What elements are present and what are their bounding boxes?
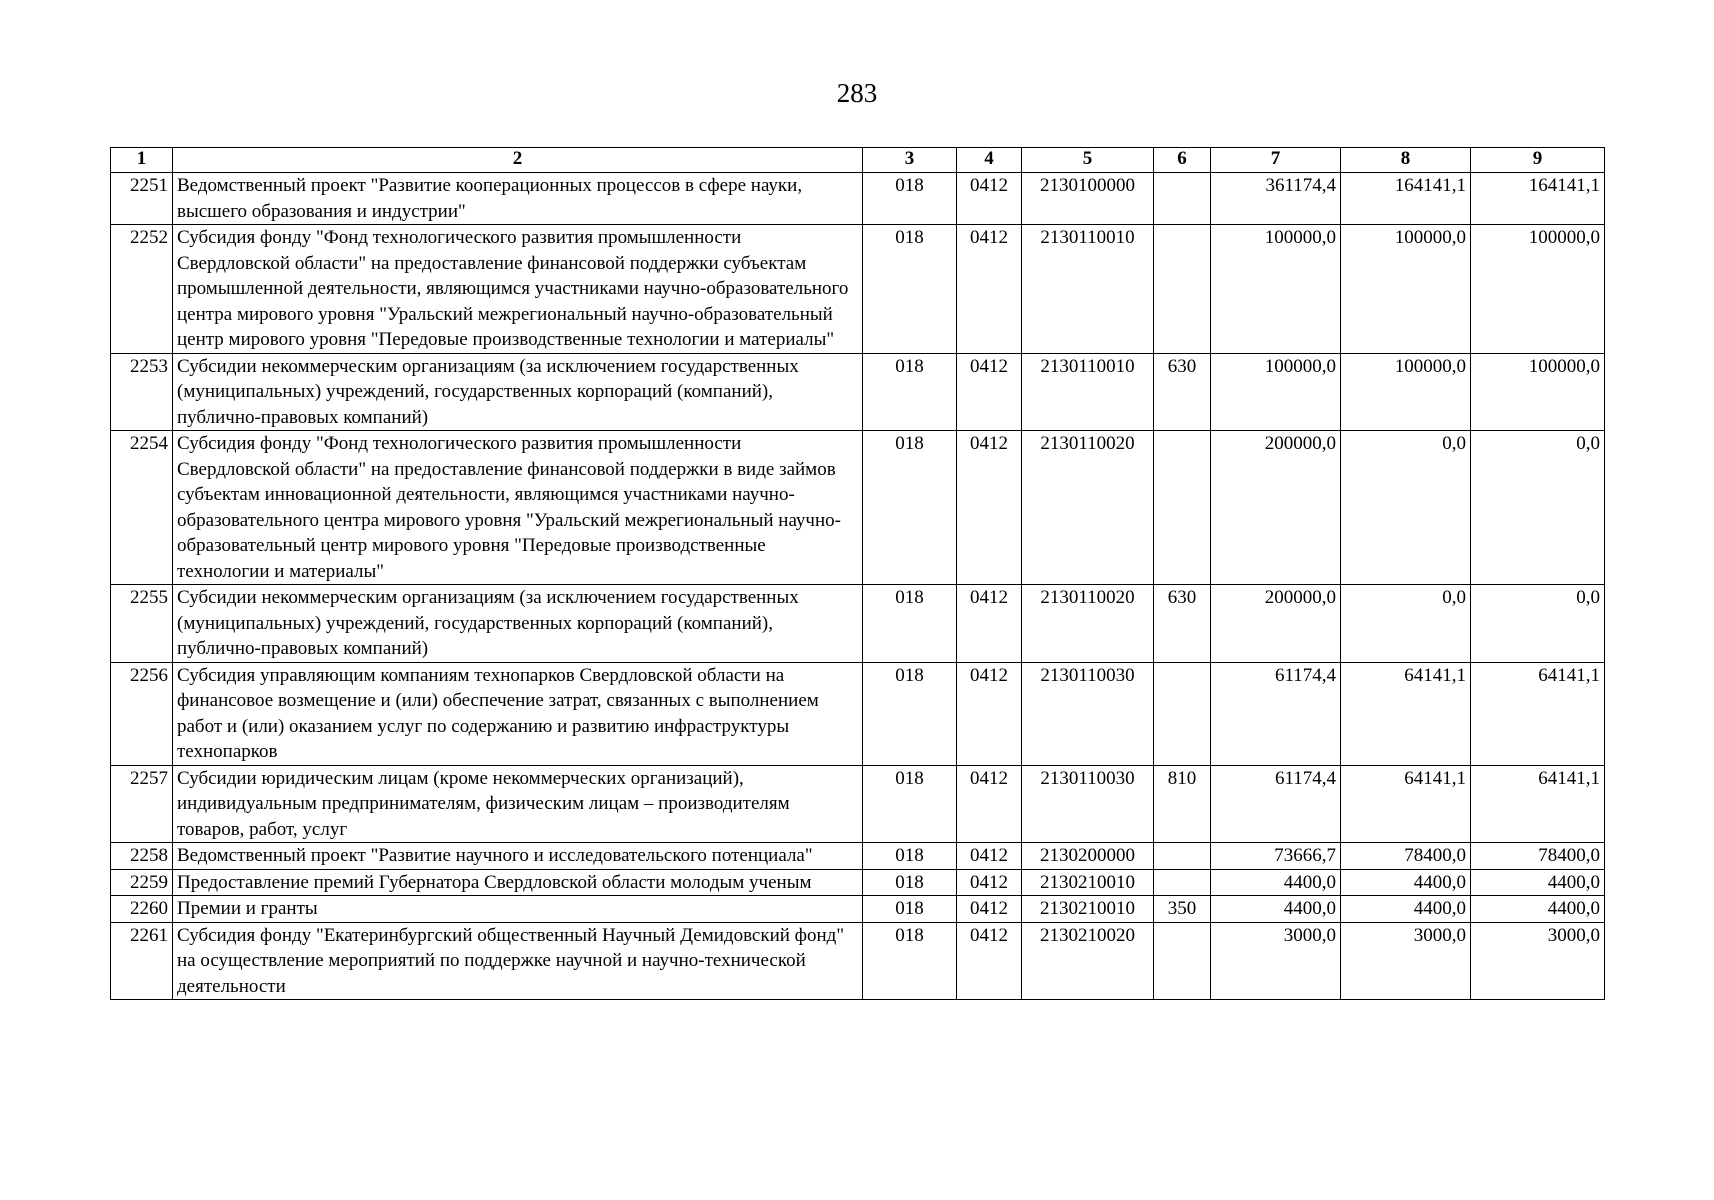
column-header: 4 <box>957 148 1022 173</box>
ministry-code: 018 <box>863 662 957 765</box>
amount-year-1: 3000,0 <box>1211 922 1341 1000</box>
expense-type-code: 630 <box>1154 585 1211 663</box>
ministry-code: 018 <box>863 585 957 663</box>
target-article-code: 2130210020 <box>1022 922 1154 1000</box>
target-article-code: 2130210010 <box>1022 869 1154 896</box>
target-article-code: 2130100000 <box>1022 173 1154 225</box>
section-code: 0412 <box>957 353 1022 431</box>
row-description: Субсидия фонду "Фонд технологического развития промышленности Свердловской области" на предоставление финансовой поддержки субъектам промышленной деятельности, являющимся участниками научно-образовательного центра мирового уровня "Уральский межрегиональный научно-образовательный центр мирового уровня "Передовые производственные технологии и материалы" <box>173 225 863 354</box>
row-description: Премии и гранты <box>173 896 863 923</box>
row-number: 2258 <box>111 843 173 870</box>
column-header: 5 <box>1022 148 1154 173</box>
section-code: 0412 <box>957 896 1022 923</box>
expense-type-code: 630 <box>1154 353 1211 431</box>
amount-year-2: 100000,0 <box>1341 353 1471 431</box>
column-header: 6 <box>1154 148 1211 173</box>
amount-year-2: 0,0 <box>1341 431 1471 585</box>
amount-year-3: 4400,0 <box>1471 896 1605 923</box>
amount-year-1: 61174,4 <box>1211 662 1341 765</box>
row-number: 2257 <box>111 765 173 843</box>
section-code: 0412 <box>957 662 1022 765</box>
row-number: 2255 <box>111 585 173 663</box>
amount-year-1: 73666,7 <box>1211 843 1341 870</box>
row-number: 2253 <box>111 353 173 431</box>
amount-year-2: 4400,0 <box>1341 896 1471 923</box>
row-description: Субсидии некоммерческим организациям (за исключением государственных (муниципальных) учреждений, государственных корпораций (компаний), публично-правовых компаний) <box>173 353 863 431</box>
column-header: 3 <box>863 148 957 173</box>
table-row <box>111 431 1605 585</box>
amount-year-3: 0,0 <box>1471 585 1605 663</box>
amount-year-2: 100000,0 <box>1341 225 1471 354</box>
page-number: 283 <box>836 78 878 108</box>
table-header-row <box>111 148 1605 173</box>
column-header: 1 <box>111 148 173 173</box>
ministry-code: 018 <box>863 843 957 870</box>
target-article-code: 2130110020 <box>1022 585 1154 663</box>
amount-year-3: 100000,0 <box>1471 353 1605 431</box>
row-description: Субсидия фонду "Екатеринбургский общественный Научный Демидовский фонд" на осуществление мероприятий по поддержке научной и научно-технической деятельности <box>173 922 863 1000</box>
expense-type-code <box>1154 173 1211 225</box>
section-code: 0412 <box>957 173 1022 225</box>
row-description: Ведомственный проект "Развитие научного и исследовательского потенциала" <box>173 843 863 870</box>
amount-year-1: 4400,0 <box>1211 896 1341 923</box>
target-article-code: 2130110030 <box>1022 662 1154 765</box>
expense-type-code <box>1154 225 1211 354</box>
amount-year-3: 164141,1 <box>1471 173 1605 225</box>
row-description: Субсидии юридическим лицам (кроме некоммерческих организаций), индивидуальным предпринимателям, физическим лицам – производителям товаров, работ, услуг <box>173 765 863 843</box>
amount-year-3: 64141,1 <box>1471 662 1605 765</box>
column-header: 2 <box>173 148 863 173</box>
amount-year-3: 3000,0 <box>1471 922 1605 1000</box>
target-article-code: 2130110030 <box>1022 765 1154 843</box>
amount-year-2: 164141,1 <box>1341 173 1471 225</box>
row-description: Субсидия фонду "Фонд технологического развития промышленности Свердловской области" на предоставление финансовой поддержки в виде займов субъектам инновационной деятельности, являющимся участниками научно-образовательного центра мирового уровня "Уральский межрегиональный научно-образовательный центр мирового уровня "Передовые производственные технологии и материалы" <box>173 431 863 585</box>
expense-type-code <box>1154 662 1211 765</box>
table-row <box>111 896 1605 923</box>
ministry-code: 018 <box>863 896 957 923</box>
amount-year-3: 100000,0 <box>1471 225 1605 354</box>
target-article-code: 2130110020 <box>1022 431 1154 585</box>
amount-year-1: 61174,4 <box>1211 765 1341 843</box>
amount-year-2: 0,0 <box>1341 585 1471 663</box>
amount-year-3: 4400,0 <box>1471 869 1605 896</box>
row-number: 2254 <box>111 431 173 585</box>
amount-year-1: 200000,0 <box>1211 431 1341 585</box>
table-row <box>111 225 1605 354</box>
amount-year-1: 100000,0 <box>1211 225 1341 354</box>
row-number: 2252 <box>111 225 173 354</box>
expense-type-code <box>1154 431 1211 585</box>
target-article-code: 2130110010 <box>1022 353 1154 431</box>
amount-year-2: 64141,1 <box>1341 765 1471 843</box>
expense-type-code <box>1154 922 1211 1000</box>
ministry-code: 018 <box>863 353 957 431</box>
ministry-code: 018 <box>863 922 957 1000</box>
ministry-code: 018 <box>863 869 957 896</box>
amount-year-2: 3000,0 <box>1341 922 1471 1000</box>
section-code: 0412 <box>957 765 1022 843</box>
amount-year-1: 4400,0 <box>1211 869 1341 896</box>
expense-type-code: 810 <box>1154 765 1211 843</box>
amount-year-2: 64141,1 <box>1341 662 1471 765</box>
section-code: 0412 <box>957 225 1022 354</box>
row-number: 2261 <box>111 922 173 1000</box>
row-number: 2260 <box>111 896 173 923</box>
column-header: 7 <box>1211 148 1341 173</box>
row-description: Ведомственный проект "Развитие кооперационных процессов в сфере науки, высшего образования и индустрии" <box>173 173 863 225</box>
table-row <box>111 662 1605 765</box>
table-row <box>111 585 1605 663</box>
ministry-code: 018 <box>863 431 957 585</box>
row-description: Субсидия управляющим компаниям технопарков Свердловской области на финансовое возмещение и (или) обеспечение затрат, связанных с выполнением работ и (или) оказанием услуг по содержанию и развитию инфраструктуры технопарков <box>173 662 863 765</box>
row-number: 2251 <box>111 173 173 225</box>
amount-year-3: 78400,0 <box>1471 843 1605 870</box>
table-row <box>111 353 1605 431</box>
column-header: 8 <box>1341 148 1471 173</box>
ministry-code: 018 <box>863 173 957 225</box>
expense-type-code: 350 <box>1154 896 1211 923</box>
amount-year-1: 200000,0 <box>1211 585 1341 663</box>
section-code: 0412 <box>957 843 1022 870</box>
table-row <box>111 843 1605 870</box>
amount-year-2: 4400,0 <box>1341 869 1471 896</box>
amount-year-2: 78400,0 <box>1341 843 1471 870</box>
table-row <box>111 765 1605 843</box>
row-number: 2256 <box>111 662 173 765</box>
ministry-code: 018 <box>863 225 957 354</box>
section-code: 0412 <box>957 869 1022 896</box>
row-number: 2259 <box>111 869 173 896</box>
table-row <box>111 922 1605 1000</box>
expense-type-code <box>1154 869 1211 896</box>
target-article-code: 2130200000 <box>1022 843 1154 870</box>
section-code: 0412 <box>957 431 1022 585</box>
budget-table <box>110 147 1605 1000</box>
target-article-code: 2130210010 <box>1022 896 1154 923</box>
target-article-code: 2130110010 <box>1022 225 1154 354</box>
amount-year-1: 361174,4 <box>1211 173 1341 225</box>
ministry-code: 018 <box>863 765 957 843</box>
table-row <box>111 173 1605 225</box>
amount-year-3: 64141,1 <box>1471 765 1605 843</box>
section-code: 0412 <box>957 922 1022 1000</box>
row-description: Предоставление премий Губернатора Свердловской области молодым ученым <box>173 869 863 896</box>
section-code: 0412 <box>957 585 1022 663</box>
column-header: 9 <box>1471 148 1605 173</box>
row-description: Субсидии некоммерческим организациям (за исключением государственных (муниципальных) учреждений, государственных корпораций (компаний), публично-правовых компаний) <box>173 585 863 663</box>
table-row <box>111 869 1605 896</box>
expense-type-code <box>1154 843 1211 870</box>
amount-year-1: 100000,0 <box>1211 353 1341 431</box>
amount-year-3: 0,0 <box>1471 431 1605 585</box>
